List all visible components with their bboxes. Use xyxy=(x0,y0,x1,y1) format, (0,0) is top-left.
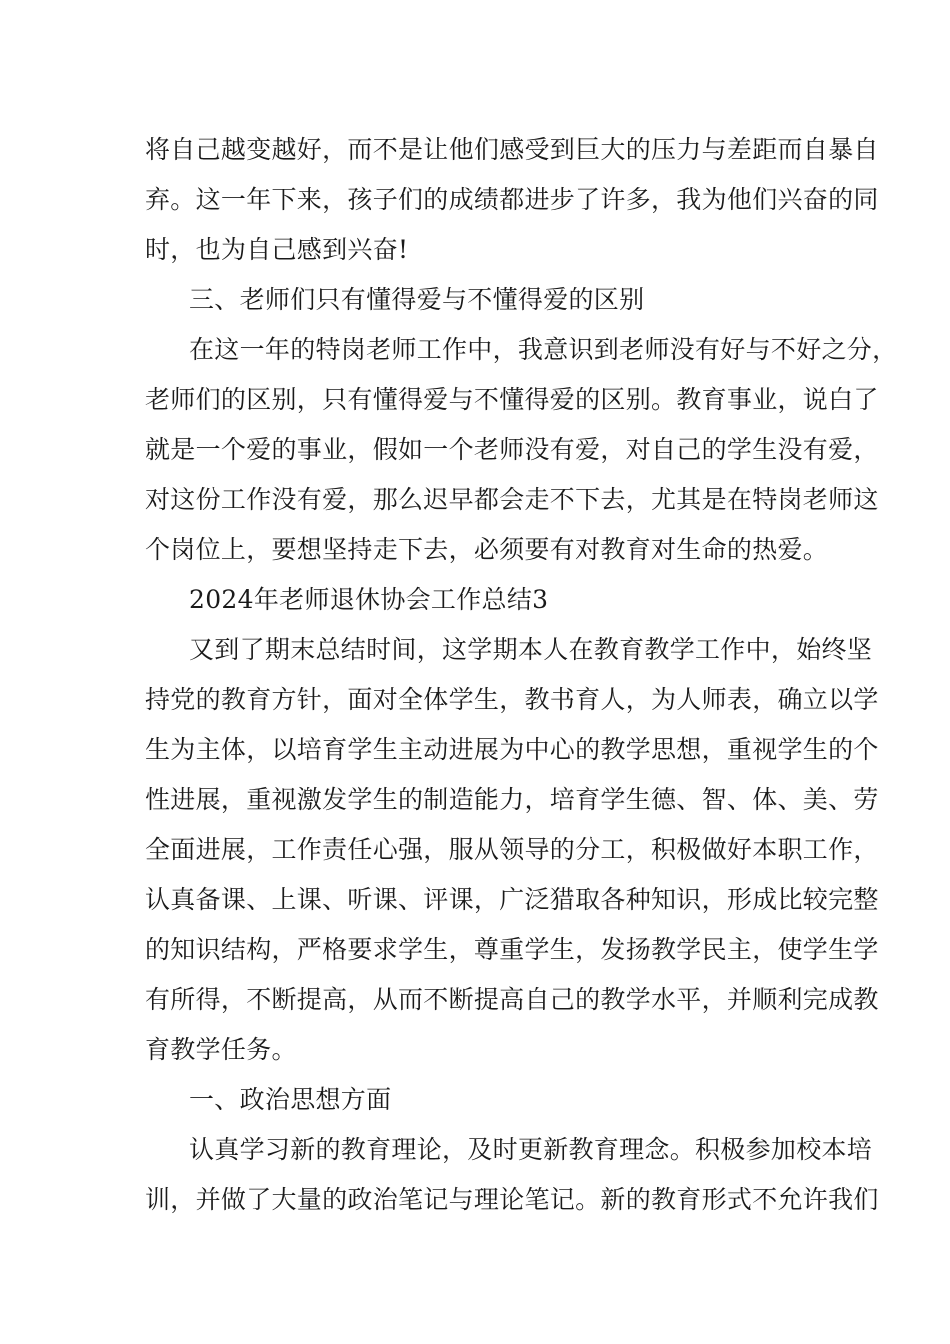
paragraph-line: 认真学习新的教育理论，及时更新教育理念。积极参加校本培 xyxy=(189,1135,873,1164)
paragraph-line: 就是一个爱的事业，假如一个老师没有爱，对自己的学生没有爱， xyxy=(145,435,879,464)
section-heading: 一、政治思想方面 xyxy=(189,1085,392,1114)
paragraph-line: 时，也为自己感到兴奋! xyxy=(145,235,409,264)
paragraph-line: 的知识结构，严格要求学生，尊重学生，发扬教学民主，使学生学 xyxy=(145,935,879,964)
paragraph-line: 生为主体，以培育学生主动进展为中心的教学思想，重视学生的个 xyxy=(145,735,879,764)
paragraph-line: 训，并做了大量的政治笔记与理论笔记。新的教育形式不允许我们 xyxy=(145,1185,879,1214)
paragraph-line: 弃。这一年下来，孩子们的成绩都进步了许多，我为他们兴奋的同 xyxy=(145,185,879,214)
paragraph-line: 又到了期末总结时间，这学期本人在教育教学工作中，始终坚 xyxy=(189,635,873,664)
document-heading: 2024年老师退休协会工作总结3 xyxy=(189,585,549,614)
paragraph-line: 老师们的区别，只有懂得爱与不懂得爱的区别。教育事业，说白了 xyxy=(145,385,879,414)
paragraph-line: 有所得，不断提高，从而不断提高自己的教学水平，并顺利完成教 xyxy=(145,985,879,1014)
section-heading: 三、老师们只有懂得爱与不懂得爱的区别 xyxy=(189,285,645,314)
paragraph-line: 个岗位上，要想坚持走下去，必须要有对教育对生命的热爱。 xyxy=(145,535,829,564)
paragraph-line: 认真备课、上课、听课、评课，广泛猎取各种知识，形成比较完整 xyxy=(145,885,879,914)
paragraph-line: 性进展，重视激发学生的制造能力，培育学生德、智、体、美、劳 xyxy=(145,785,879,814)
paragraph-line: 持党的教育方针，面对全体学生，教书育人，为人师表，确立以学 xyxy=(145,685,879,714)
paragraph-line: 育教学任务。 xyxy=(145,1035,297,1064)
paragraph-line: 全面进展，工作责任心强，服从领导的分工，积极做好本职工作， xyxy=(145,835,879,864)
paragraph-line: 对这份工作没有爱，那么迟早都会走不下去，尤其是在特岗老师这 xyxy=(145,485,879,514)
paragraph-line: 在这一年的特岗老师工作中，我意识到老师没有好与不好之分， xyxy=(189,335,898,364)
paragraph-line: 将自己越变越好，而不是让他们感受到巨大的压力与差距而自暴自 xyxy=(145,135,879,164)
